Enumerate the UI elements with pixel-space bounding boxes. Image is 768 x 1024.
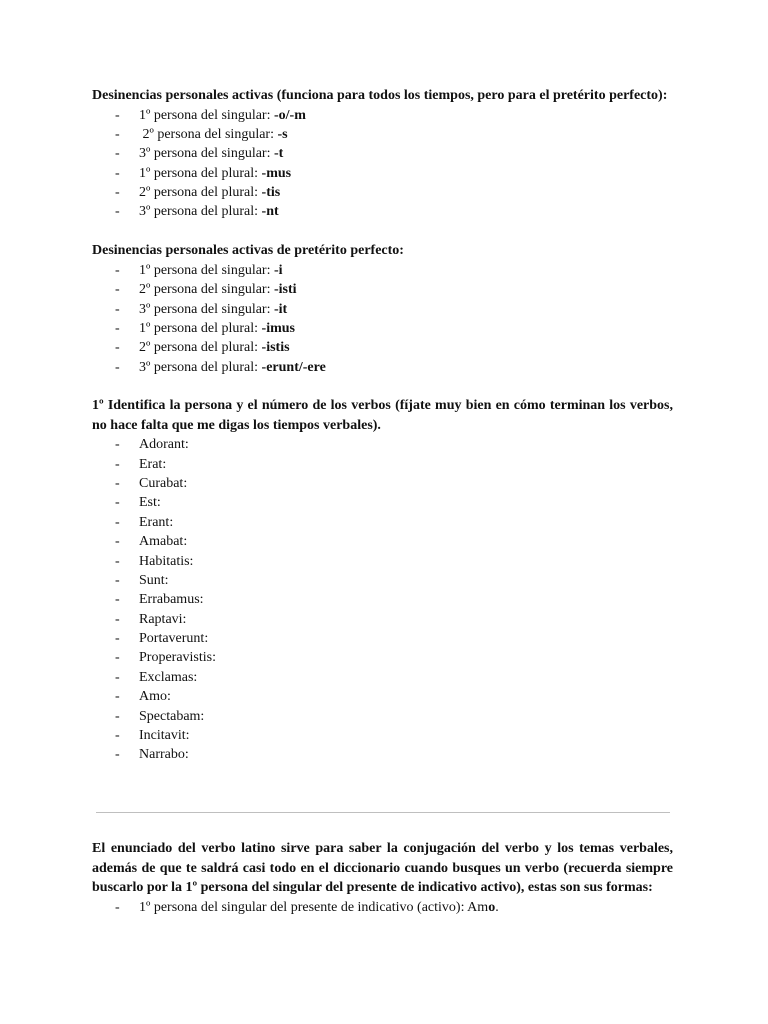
dash-marker: - (115, 340, 120, 356)
item-label: 1º persona del singular del presente de indicativo (activo): Am (139, 899, 489, 915)
item-suffix: -it (273, 301, 288, 317)
item-suffix: -imus (261, 321, 295, 337)
dash-marker: - (115, 728, 120, 744)
item-label: 1º persona del singular: (139, 107, 274, 123)
verb-item (92, 571, 673, 590)
dash-marker: - (115, 592, 120, 608)
verb-item (92, 474, 673, 493)
verb-label: Raptavi: (139, 611, 187, 627)
list-item (92, 280, 673, 299)
dash-marker: - (115, 146, 120, 162)
verb-label: Sunt: (139, 572, 169, 588)
verb-item (92, 629, 673, 648)
list-item (92, 125, 673, 144)
enunciado-list (92, 898, 673, 917)
dash-marker: - (115, 475, 120, 491)
endings-perfect-heading: Desinencias personales activas de pretérito perfecto: (92, 243, 404, 259)
endings-perfect-list (92, 261, 673, 377)
dash-marker: - (115, 437, 120, 453)
list-item (92, 261, 673, 280)
dash-marker: - (115, 282, 120, 298)
dash-marker: - (115, 611, 120, 627)
list-item (92, 183, 673, 202)
verb-item (92, 493, 673, 512)
verb-label: Curabat: (139, 475, 188, 491)
item-tail: . (495, 899, 499, 915)
dash-marker: - (115, 456, 120, 472)
verb-label: Exclamas: (139, 669, 198, 685)
item-label: 3º persona del singular: (139, 301, 274, 317)
verb-item (92, 648, 673, 667)
dash-marker: - (115, 185, 120, 201)
item-suffix: -s (277, 126, 288, 142)
verb-label: Amo: (139, 689, 171, 705)
list-item (92, 202, 673, 221)
verb-item (92, 435, 673, 454)
item-suffix: -i (273, 262, 283, 278)
verb-label: Properavistis: (139, 650, 216, 666)
spacer (92, 377, 673, 396)
list-item (92, 164, 673, 183)
item-suffix: -tis (261, 185, 281, 201)
verb-label: Erant: (139, 514, 174, 530)
list-item (92, 898, 673, 917)
verb-label: Habitatis: (139, 553, 194, 569)
item-label: 3º persona del singular: (139, 146, 274, 162)
dash-marker: - (115, 165, 120, 181)
item-label: 2º persona del singular: (139, 282, 274, 298)
list-item (92, 300, 673, 319)
dash-marker: - (115, 495, 120, 511)
item-suffix: o (488, 899, 496, 915)
item-suffix: -nt (261, 204, 279, 220)
dash-marker: - (115, 572, 120, 588)
dash-marker: - (115, 359, 120, 375)
verb-item (92, 707, 673, 726)
item-suffix: -istis (261, 340, 290, 356)
item-suffix: -o/-m (273, 107, 306, 123)
verb-label: Portaverunt: (139, 631, 209, 647)
document-body (92, 86, 673, 765)
dash-marker: - (115, 689, 120, 705)
item-label: 2º persona del singular: (139, 126, 278, 142)
dash-marker: - (115, 708, 120, 724)
dash-marker: - (115, 534, 120, 550)
verb-item (92, 590, 673, 609)
divider (96, 812, 670, 813)
dash-marker: - (115, 650, 120, 666)
verb-label: Amabat: (139, 534, 188, 550)
verb-item (92, 455, 673, 474)
list-item (92, 338, 673, 357)
verb-label: Est: (139, 495, 161, 511)
list-item (92, 358, 673, 377)
item-label: 1º persona del plural: (139, 321, 262, 337)
verb-item (92, 726, 673, 745)
exercise-heading: 1º Identifica la persona y el número de los verbos (fíjate muy bien en cómo terminan los verbos, no hace falta que me digas los tiempos verbales). (92, 398, 673, 433)
verb-item (92, 668, 673, 687)
item-label: 3º persona del plural: (139, 359, 262, 375)
dash-marker: - (115, 204, 120, 220)
item-label: 1º persona del plural: (139, 165, 262, 181)
dash-marker: - (115, 321, 120, 337)
verb-label: Errabamus: (139, 592, 204, 608)
verb-label: Incitavit: (139, 728, 190, 744)
enunciado-paragraph: El enunciado del verbo latino sirve para saber la conjugación del verbo y los temas verbales, además de que te saldrá casi todo en el diccionario cuando busques un verbo (recuerda siempre buscarlo por la 1º persona del singular del presente de indicativo activo), estas son sus formas: (92, 841, 673, 895)
list-item (92, 106, 673, 125)
endings-active-list (92, 106, 673, 222)
verb-item (92, 745, 673, 764)
dash-marker: - (115, 301, 120, 317)
list-item (92, 319, 673, 338)
verb-label: Adorant: (139, 437, 189, 453)
item-label: 3º persona del plural: (139, 204, 262, 220)
verb-label: Narrabo: (139, 747, 189, 763)
verb-item (92, 610, 673, 629)
dash-marker: - (115, 262, 120, 278)
item-suffix: -t (273, 146, 284, 162)
dash-marker: - (115, 747, 120, 763)
endings-active-heading: Desinencias personales activas (funciona para todos los tiempos, pero para el pretérito perfecto): (92, 88, 668, 103)
verb-label: Erat: (139, 456, 167, 472)
item-label: 2º persona del plural: (139, 185, 262, 201)
dash-marker: - (115, 899, 120, 915)
verb-item (92, 687, 673, 706)
verb-item (92, 532, 673, 551)
dash-marker: - (115, 669, 120, 685)
item-suffix: -erunt/-ere (261, 359, 326, 375)
enunciado-section (92, 839, 673, 917)
dash-marker: - (115, 514, 120, 530)
item-label: 2º persona del plural: (139, 340, 262, 356)
verb-item (92, 513, 673, 532)
item-label: 1º persona del singular: (139, 262, 274, 278)
dash-marker: - (115, 553, 120, 569)
verb-list (92, 435, 673, 765)
list-item (92, 144, 673, 163)
item-suffix: -isti (273, 282, 297, 298)
dash-marker: - (115, 126, 120, 142)
dash-marker: - (115, 631, 120, 647)
dash-marker: - (115, 107, 120, 123)
verb-item (92, 552, 673, 571)
spacer (92, 222, 673, 242)
item-suffix: -mus (261, 165, 292, 181)
verb-label: Spectabam: (139, 708, 205, 724)
